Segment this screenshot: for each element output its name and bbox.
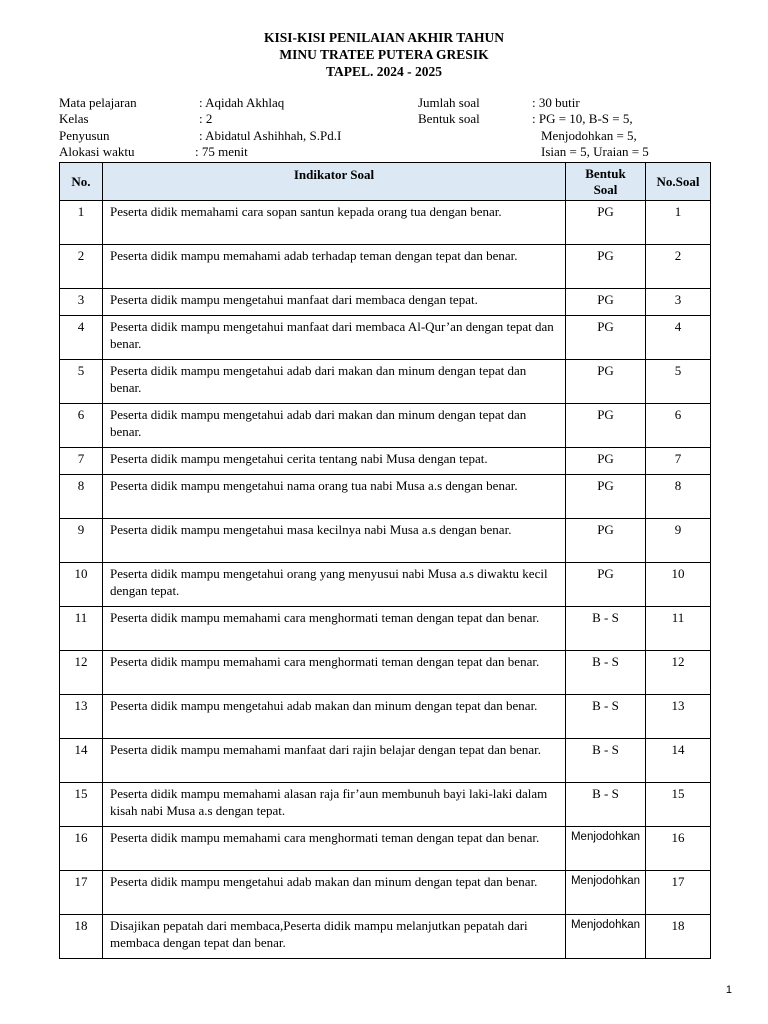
cell-indikator: Peserta didik mampu memahami manfaat dari rajin belajar dengan tepat dan benar. bbox=[103, 739, 566, 783]
table-row bbox=[60, 695, 711, 739]
cell-nosoal: 5 bbox=[646, 360, 711, 404]
cell-bentuk: PG bbox=[566, 245, 646, 289]
table-row bbox=[60, 245, 711, 289]
cell-no: 13 bbox=[60, 695, 103, 739]
header-indikator: Indikator Soal bbox=[103, 163, 566, 201]
table-row bbox=[60, 316, 711, 360]
bentuk-value-2: Menjodohkan = 5, bbox=[541, 128, 637, 143]
cell-nosoal: 12 bbox=[646, 651, 711, 695]
cell-nosoal: 4 bbox=[646, 316, 711, 360]
cell-bentuk: PG bbox=[566, 316, 646, 360]
bentuk-label: Bentuk soal bbox=[418, 111, 480, 126]
header-bentuk bbox=[566, 163, 646, 201]
table-row bbox=[60, 289, 711, 316]
cell-no: 10 bbox=[60, 563, 103, 607]
cell-indikator: Peserta didik mampu mengetahui manfaat dari membaca Al-Qur’an dengan tepat dan benar. bbox=[103, 316, 566, 360]
cell-no: 1 bbox=[60, 201, 103, 245]
cell-no: 4 bbox=[60, 316, 103, 360]
alokasi-label: Alokasi waktu bbox=[59, 144, 135, 159]
bentuk-value-1: : PG = 10, B-S = 5, bbox=[532, 111, 633, 126]
document-title: KISI-KISI PENILAIAN AKHIR TAHUN bbox=[264, 30, 504, 45]
table-header-row bbox=[60, 163, 711, 201]
penyusun-value: : Abidatul Ashihhah, S.Pd.I bbox=[199, 128, 342, 143]
cell-nosoal: 6 bbox=[646, 404, 711, 448]
table-row bbox=[60, 448, 711, 475]
jumlah-label: Jumlah soal bbox=[418, 95, 480, 110]
table-row bbox=[60, 915, 711, 959]
cell-nosoal: 3 bbox=[646, 289, 711, 316]
cell-indikator: Peserta didik mampu memahami cara menghormati teman dengan tepat dan benar. bbox=[103, 607, 566, 651]
cell-nosoal: 1 bbox=[646, 201, 711, 245]
indicator-table bbox=[59, 162, 711, 959]
cell-bentuk: PG bbox=[566, 519, 646, 563]
cell-bentuk: PG bbox=[566, 360, 646, 404]
cell-no: 9 bbox=[60, 519, 103, 563]
cell-bentuk: PG bbox=[566, 475, 646, 519]
cell-no: 15 bbox=[60, 783, 103, 827]
table-row bbox=[60, 827, 711, 871]
cell-nosoal: 11 bbox=[646, 607, 711, 651]
cell-no: 5 bbox=[60, 360, 103, 404]
table-body bbox=[60, 201, 711, 959]
cell-bentuk: Menjodohkan bbox=[566, 915, 646, 959]
cell-bentuk: B - S bbox=[566, 651, 646, 695]
header-bentuk-line1: Bentuk bbox=[585, 165, 626, 181]
cell-bentuk: Menjodohkan bbox=[566, 871, 646, 915]
cell-nosoal: 8 bbox=[646, 475, 711, 519]
cell-indikator: Peserta didik mampu mengetahui adab dari makan dan minum dengan tepat dan benar. bbox=[103, 404, 566, 448]
cell-bentuk: PG bbox=[566, 201, 646, 245]
cell-no: 12 bbox=[60, 651, 103, 695]
mapel-label: Mata pelajaran bbox=[59, 95, 137, 110]
kelas-label: Kelas bbox=[59, 111, 89, 126]
cell-indikator: Peserta didik mampu mengetahui orang yang menyusui nabi Musa a.s diwaktu kecil dengan tepat. bbox=[103, 563, 566, 607]
cell-nosoal: 16 bbox=[646, 827, 711, 871]
cell-nosoal: 14 bbox=[646, 739, 711, 783]
cell-nosoal: 18 bbox=[646, 915, 711, 959]
school-name: MINU TRATEE PUTERA GRESIK bbox=[279, 47, 489, 62]
table-row bbox=[60, 871, 711, 915]
cell-bentuk: B - S bbox=[566, 695, 646, 739]
cell-indikator: Peserta didik mampu mengetahui adab makan dan minum dengan tepat dan benar. bbox=[103, 695, 566, 739]
cell-no: 6 bbox=[60, 404, 103, 448]
cell-bentuk: B - S bbox=[566, 783, 646, 827]
cell-nosoal: 9 bbox=[646, 519, 711, 563]
cell-nosoal: 7 bbox=[646, 448, 711, 475]
table-row bbox=[60, 607, 711, 651]
cell-bentuk: PG bbox=[566, 563, 646, 607]
academic-year: TAPEL. 2024 - 2025 bbox=[325, 64, 442, 79]
alokasi-value: : 75 menit bbox=[195, 144, 248, 159]
table-row bbox=[60, 783, 711, 827]
cell-nosoal: 13 bbox=[646, 695, 711, 739]
header-bentuk-line2: Soal bbox=[593, 181, 618, 197]
cell-no: 3 bbox=[60, 289, 103, 316]
cell-bentuk: PG bbox=[566, 289, 646, 316]
kelas-value: : 2 bbox=[199, 111, 213, 126]
cell-indikator: Peserta didik mampu mengetahui manfaat dari membaca dengan tepat. bbox=[103, 289, 566, 316]
cell-indikator: Peserta didik mampu mengetahui cerita tentang nabi Musa dengan tepat. bbox=[103, 448, 566, 475]
table-row bbox=[60, 651, 711, 695]
table-row bbox=[60, 360, 711, 404]
cell-bentuk: B - S bbox=[566, 607, 646, 651]
cell-bentuk: PG bbox=[566, 448, 646, 475]
cell-nosoal: 17 bbox=[646, 871, 711, 915]
table-row bbox=[60, 404, 711, 448]
cell-indikator: Peserta didik mampu memahami adab terhadap teman dengan tepat dan benar. bbox=[103, 245, 566, 289]
exam-info bbox=[0, 0, 768, 160]
cell-indikator: Peserta didik mampu mengetahui adab dari makan dan minum dengan tepat dan benar. bbox=[103, 360, 566, 404]
mapel-value: : Aqidah Akhlaq bbox=[199, 95, 285, 110]
penyusun-label: Penyusun bbox=[59, 128, 110, 143]
header-nosoal: No.Soal bbox=[646, 163, 711, 201]
cell-no: 18 bbox=[60, 915, 103, 959]
bentuk-value-3: Isian = 5, Uraian = 5 bbox=[541, 144, 649, 159]
cell-bentuk: B - S bbox=[566, 739, 646, 783]
cell-no: 14 bbox=[60, 739, 103, 783]
table-row bbox=[60, 739, 711, 783]
header-no: No. bbox=[60, 163, 103, 201]
cell-nosoal: 15 bbox=[646, 783, 711, 827]
cell-nosoal: 2 bbox=[646, 245, 711, 289]
cell-bentuk: PG bbox=[566, 404, 646, 448]
cell-no: 11 bbox=[60, 607, 103, 651]
cell-nosoal: 10 bbox=[646, 563, 711, 607]
jumlah-value: : 30 butir bbox=[532, 95, 580, 110]
table-row bbox=[60, 563, 711, 607]
cell-indikator: Peserta didik mampu memahami cara menghormati teman dengan tepat dan benar. bbox=[103, 651, 566, 695]
cell-indikator: Peserta didik mampu mengetahui adab makan dan minum dengan tepat dan benar. bbox=[103, 871, 566, 915]
cell-indikator: Peserta didik memahami cara sopan santun kepada orang tua dengan benar. bbox=[103, 201, 566, 245]
cell-indikator: Peserta didik mampu mengetahui nama orang tua nabi Musa a.s dengan benar. bbox=[103, 475, 566, 519]
cell-no: 16 bbox=[60, 827, 103, 871]
cell-no: 7 bbox=[60, 448, 103, 475]
cell-indikator: Peserta didik mampu memahami cara menghormati teman dengan tepat dan benar. bbox=[103, 827, 566, 871]
cell-indikator: Peserta didik mampu mengetahui masa kecilnya nabi Musa a.s dengan benar. bbox=[103, 519, 566, 563]
table-row bbox=[60, 519, 711, 563]
table-row bbox=[60, 201, 711, 245]
cell-no: 8 bbox=[60, 475, 103, 519]
cell-no: 17 bbox=[60, 871, 103, 915]
cell-bentuk: Menjodohkan bbox=[566, 827, 646, 871]
cell-indikator: Peserta didik mampu memahami alasan raja fir’aun membunuh bayi laki-laki dalam kisah nabi Musa a.s dengan tepat. bbox=[103, 783, 566, 827]
table-row bbox=[60, 475, 711, 519]
page-number: 1 bbox=[725, 984, 732, 996]
cell-indikator: Disajikan pepatah dari membaca,Peserta didik mampu melanjutkan pepatah dari membaca dengan tepat dan benar. bbox=[103, 915, 566, 959]
cell-no: 2 bbox=[60, 245, 103, 289]
